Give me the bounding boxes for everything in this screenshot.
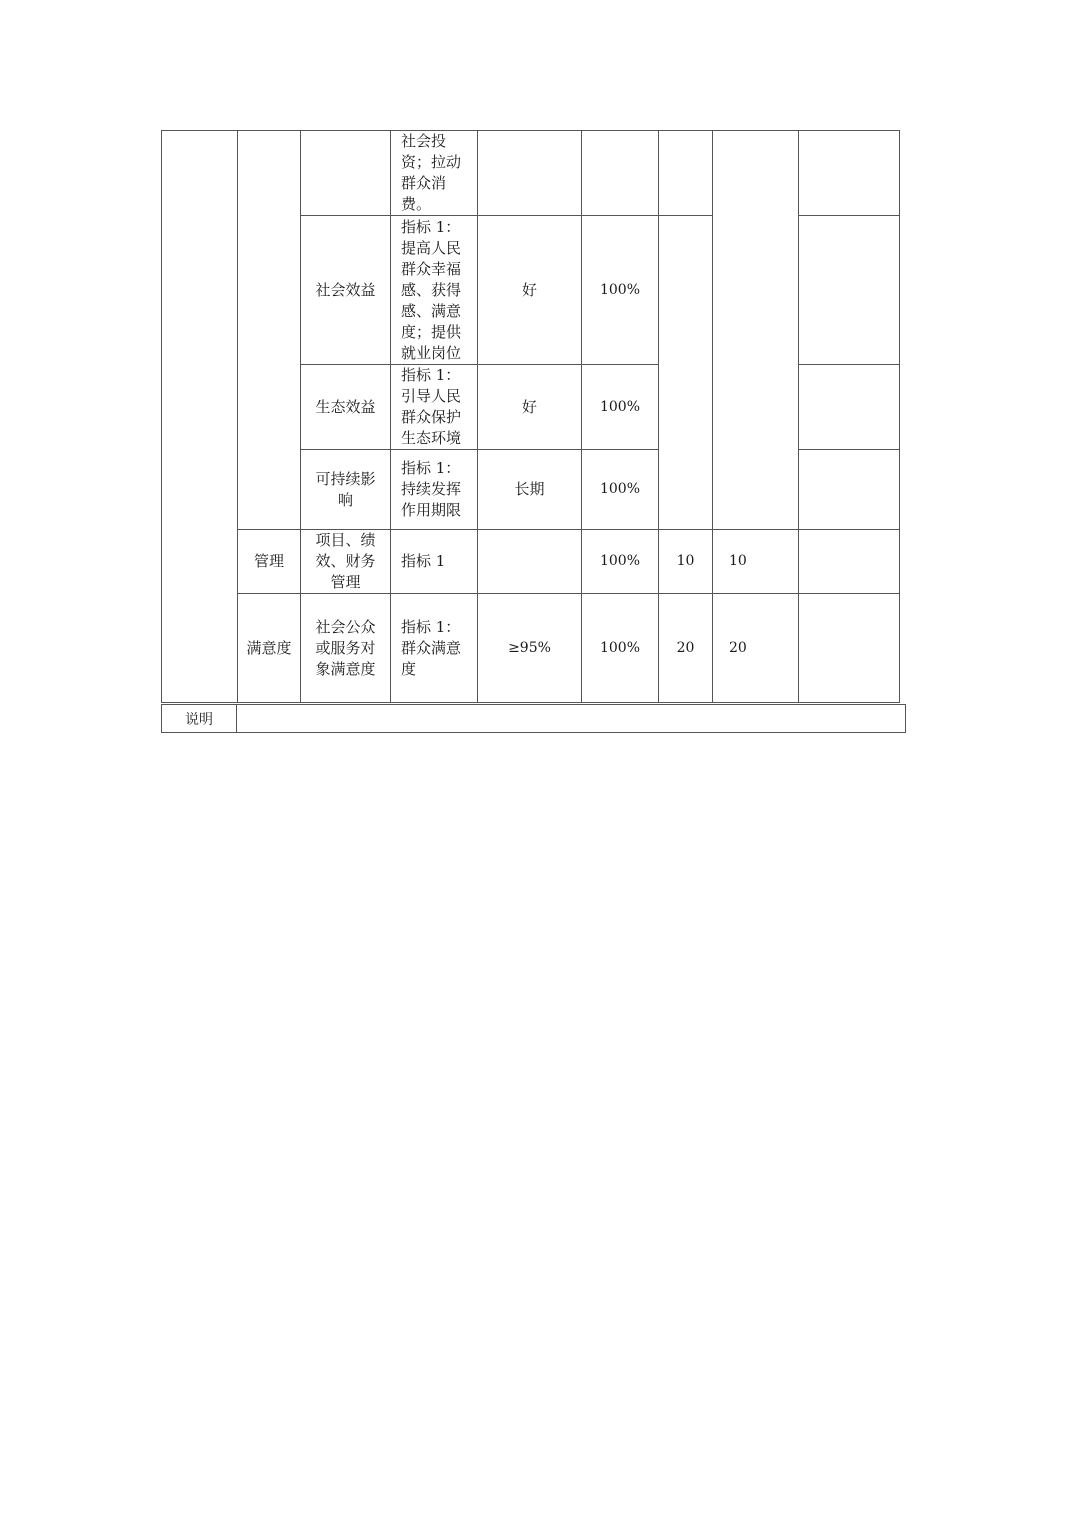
value-cell [478, 131, 582, 216]
category-cell: 社会效益 [301, 216, 391, 365]
note-label: 说明 [162, 705, 237, 733]
table-row [162, 530, 900, 594]
table-row [162, 131, 900, 216]
value-cell: ≥95% [478, 594, 582, 703]
indicator-cell: 社会投资；拉动群众消费。 [391, 131, 478, 216]
indicator-cell: 指标 1：提高人民群众幸福感、获得感、满意度；提供就业岗位 [391, 216, 478, 365]
level1-cell: 管理 [238, 530, 301, 594]
actual-score-cell [713, 131, 799, 530]
weight-cell [582, 131, 659, 216]
indicator-cell: 指标 1：群众满意度 [391, 594, 478, 703]
score-cell [659, 131, 713, 216]
category-cell: 社会公众或服务对象满意度 [301, 594, 391, 703]
category-cell: 可持续影响 [301, 450, 391, 530]
value-cell: 好 [478, 365, 582, 450]
remark-cell [799, 450, 900, 530]
value-cell [478, 530, 582, 594]
score-cell [659, 216, 713, 530]
note-content [237, 705, 906, 733]
category-cell: 生态效益 [301, 365, 391, 450]
remark-cell [799, 530, 900, 594]
actual-score-cell: 20 [713, 594, 799, 703]
remark-cell [799, 594, 900, 703]
remark-cell [799, 365, 900, 450]
weight-cell: 100% [582, 450, 659, 530]
actual-score-cell: 10 [713, 530, 799, 594]
note-table [161, 704, 906, 733]
category-cell [301, 131, 391, 216]
indicator-cell: 指标 1：持续发挥作用期限 [391, 450, 478, 530]
level0-cell [162, 131, 238, 703]
weight-cell: 100% [582, 365, 659, 450]
indicator-cell: 指标 1：引导人民群众保护生态环境 [391, 365, 478, 450]
remark-cell [799, 216, 900, 365]
score-cell: 20 [659, 594, 713, 703]
table-row [162, 594, 900, 703]
score-cell: 10 [659, 530, 713, 594]
weight-cell: 100% [582, 594, 659, 703]
value-cell: 好 [478, 216, 582, 365]
level1-cell: 满意度 [238, 594, 301, 703]
performance-indicator-table [161, 130, 900, 703]
table-row [162, 705, 906, 733]
value-cell: 长期 [478, 450, 582, 530]
remark-cell [799, 131, 900, 216]
weight-cell: 100% [582, 530, 659, 594]
level1-cell [238, 131, 301, 530]
indicator-cell: 指标 1 [391, 530, 478, 594]
category-cell: 项目、绩效、财务管理 [301, 530, 391, 594]
weight-cell: 100% [582, 216, 659, 365]
